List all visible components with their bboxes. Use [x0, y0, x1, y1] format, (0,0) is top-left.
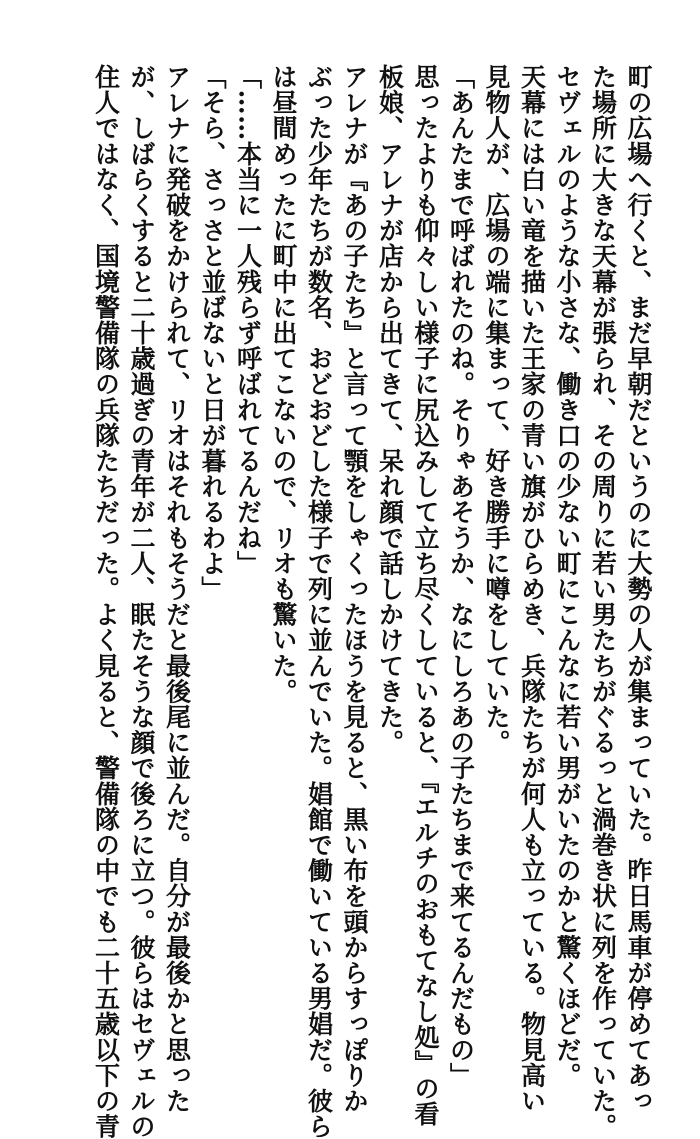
- text-line: は昼間めったに町中に出てこないので、リオも驚いた。: [269, 64, 298, 704]
- text-line: が、しばらくすると二十歳過ぎの青年が二人、眠たそうな顔で後ろに立つ。彼らはセヴェルの: [127, 64, 156, 1139]
- text-line: 住人ではなく、国境警備隊の兵隊たちだった。よく見ると、警備隊の中でも二十五歳以下の青: [91, 64, 121, 1139]
- text-line: 町の広場へ行くと、まだ早朝だというのに大勢の人が集まっていた。昨日馬車が停めてあっ: [624, 64, 653, 1114]
- vertical-text-block: [88, 64, 656, 1139]
- dialogue-line: 「そら、さっさと並ばないと日が暮れるわよ」: [198, 64, 227, 602]
- text-line: アレナが『あの子たち』と言って顎をしゃくったほうを見ると、黒い布を頭からすっぽりか: [340, 64, 369, 1114]
- text-line: アレナに発破をかけられて、リオはそれもそうだと最後尾に並んだ。自分が最後かと思った: [162, 64, 192, 1114]
- dialogue-line: 「……本当に一人残らず呼ばれてるんだね」: [233, 64, 263, 576]
- text-line: ぶった少年たちが数名、おどおどした様子で列に並んでいた。娼館で働いている男娼だ。彼ら: [304, 64, 334, 1139]
- text-line: 天幕には白い竜を描いた王家の青い旗がひらめき、兵隊たちが何人も立っている。物見高い: [517, 64, 547, 1114]
- text-line: 板娘、アレナが店から出てきて、呆れ顔で話しかけてきた。: [375, 64, 405, 756]
- text-line: 思ったよりも仰々しい様子に尻込みして立ち尽くしていると、『エルチのおもてなし処』の看: [411, 64, 440, 1127]
- text-line: セヴェルのような小さな、働き口の少ない町にこんなに若い男がいたのかと驚くほどだ。: [553, 64, 582, 1088]
- text-line: た場所に大きな天幕が張られ、その周りに若い男たちがぐるっと渦巻き状に列を作っていた。: [588, 64, 618, 1139]
- text-line: 見物人が、広場の端に集まって、好き勝手に噂をしていた。: [482, 64, 511, 756]
- dialogue-line: 「あんたまで呼ばれたのね。そりゃあそうか、なにしろあの子たちまで来てるんだもの」: [446, 64, 476, 1088]
